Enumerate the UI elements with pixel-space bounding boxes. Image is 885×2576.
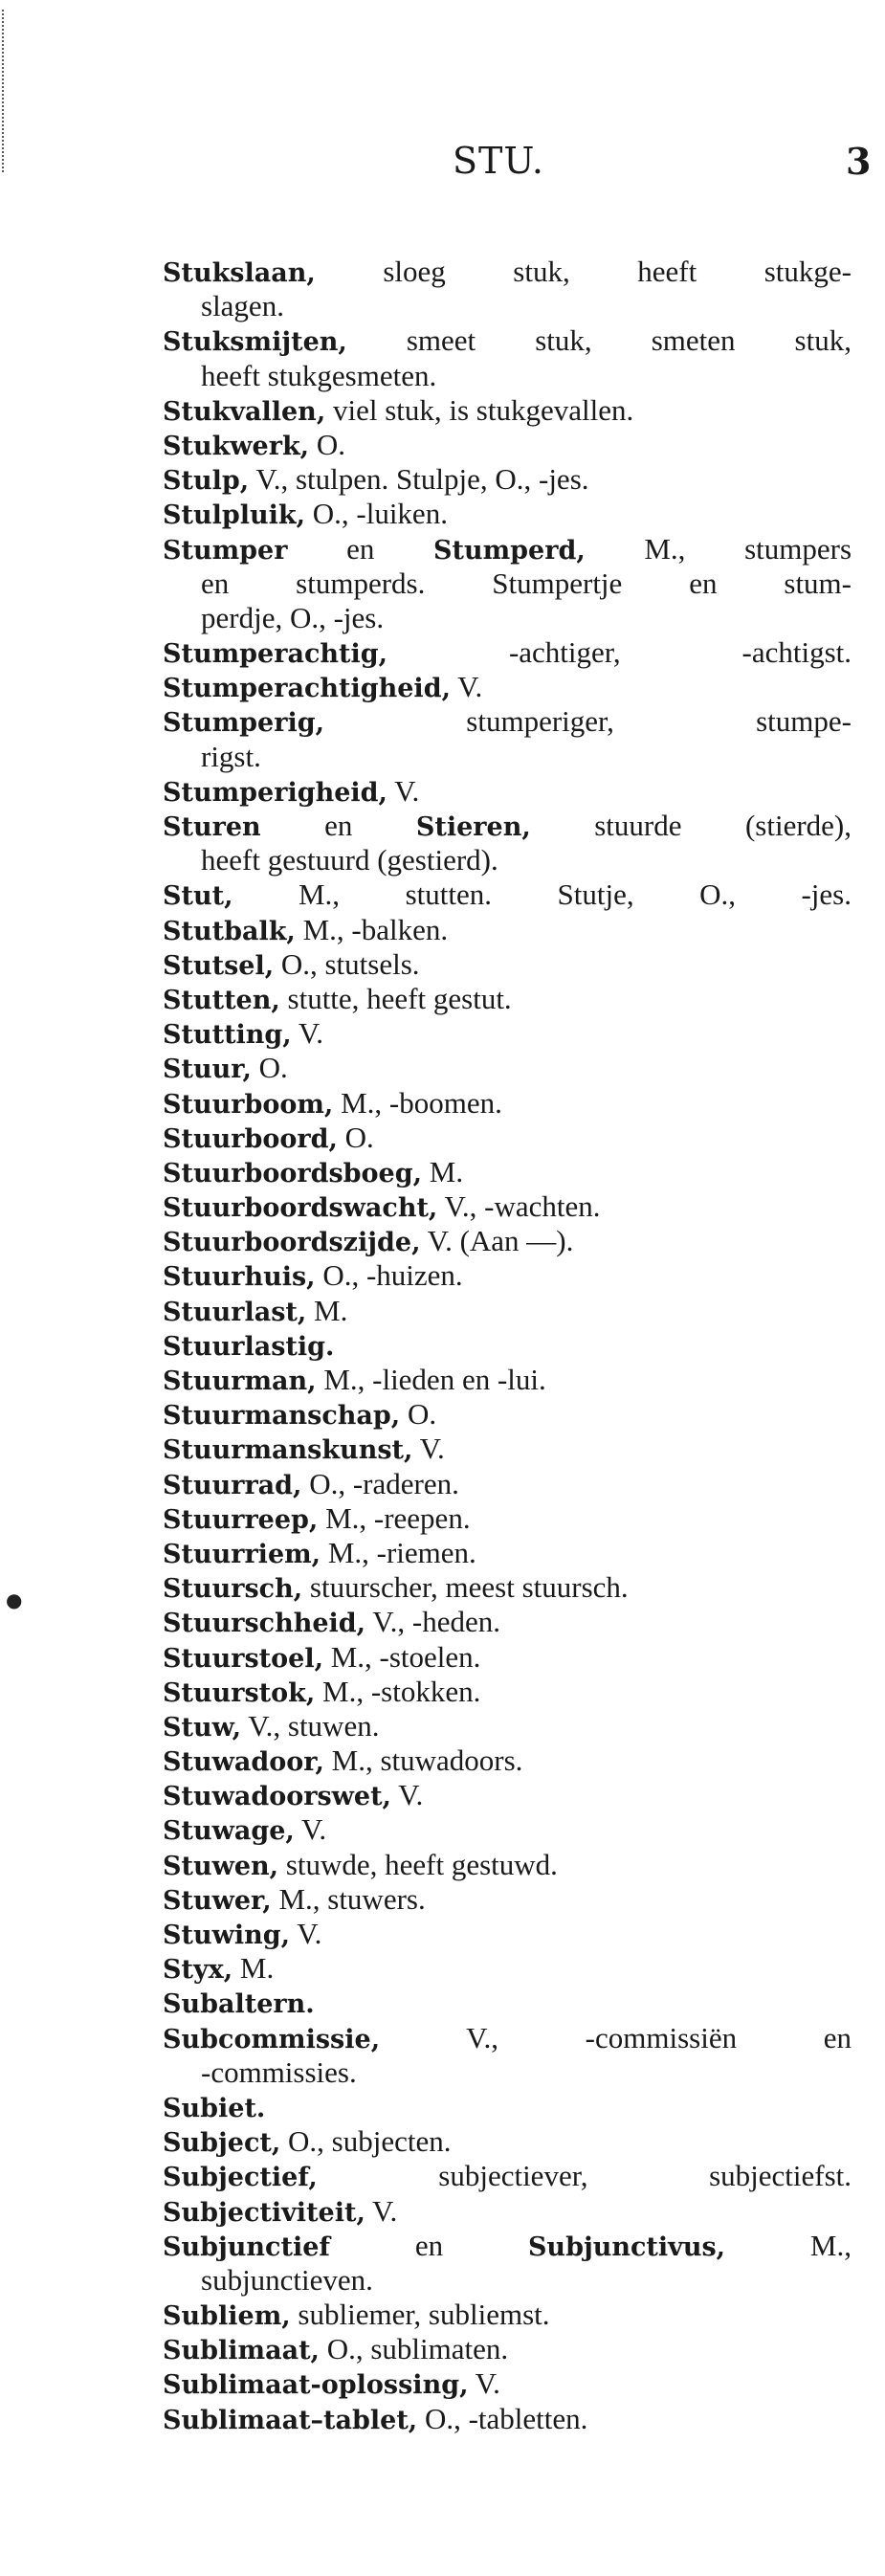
entry-text: slagen. <box>201 289 284 323</box>
entry-line <box>163 462 852 497</box>
entry-continuation-line <box>163 740 852 774</box>
headword: Stuwen, <box>163 1851 279 1881</box>
entry-text: M. <box>306 1293 348 1327</box>
entry-text: en <box>330 2228 528 2262</box>
entry-line <box>163 2021 852 2055</box>
entry-line <box>163 1986 852 2020</box>
entry-text: V. <box>365 2193 398 2228</box>
entry-continuation-line <box>163 289 852 323</box>
headword: Subjectiviteit, <box>163 2197 365 2228</box>
entry-text: V. <box>294 1812 327 1847</box>
entry-line <box>163 2229 852 2263</box>
entry-line <box>163 532 852 566</box>
entry-text: O. <box>337 1120 374 1154</box>
headword: Stutten, <box>163 985 280 1015</box>
entry-line <box>163 497 852 531</box>
entry-text: en stumperds. Stumpertje en stum- <box>201 566 852 600</box>
entry-text: stutte, heeft gestut. <box>279 981 512 1015</box>
headword: Stuwage, <box>163 1816 295 1847</box>
headword: Stumperigheid, <box>163 777 387 808</box>
entry-text: O., stutsels. <box>274 946 420 981</box>
entry-continuation-line <box>163 601 852 635</box>
headword: Stumperachtig, <box>163 639 388 670</box>
entry-line <box>163 1570 852 1605</box>
entry-text: smeet stuk, smeten stuk, <box>346 323 852 358</box>
entry-line <box>163 1917 852 1951</box>
entry-line <box>163 1155 852 1189</box>
entry-text: sloeg stuk, heeft stukge- <box>315 255 852 288</box>
entry-line <box>163 1640 852 1675</box>
headword: Styx, <box>163 1955 233 1986</box>
entry-line <box>163 1294 852 1328</box>
headword: Subliem, <box>163 2301 291 2332</box>
entry-line <box>163 2298 852 2332</box>
headword: Stutting, <box>163 1020 292 1051</box>
entry-text: en <box>260 809 416 842</box>
entry-line <box>163 1224 852 1258</box>
entry-text: M. <box>422 1154 464 1188</box>
headword: Stuurboordszijde, <box>163 1228 421 1258</box>
headword: Stuurschheid, <box>163 1609 366 1639</box>
page-number: 3 <box>846 140 872 183</box>
entry-text: V. <box>450 670 483 704</box>
entry-line <box>163 1709 852 1743</box>
headword: Stukslaan, <box>163 258 316 288</box>
headword: Subjunctief <box>163 2232 330 2262</box>
headword: Stumper <box>163 535 288 566</box>
headword: Subject, <box>163 2128 281 2159</box>
entry-text: M., stutten. Stutje, O., -jes. <box>232 877 852 912</box>
headword: Stuurboordswacht, <box>163 1193 438 1224</box>
entry-text: V. <box>387 773 420 808</box>
page-title: STU. <box>453 140 544 182</box>
entry-text: O., -luiken. <box>305 497 448 531</box>
entry-line <box>163 1432 852 1466</box>
headword: Stuwer, <box>163 1885 272 1916</box>
entry-text: perdje, O., -jes. <box>201 600 385 634</box>
entry-text: M., stumpers <box>585 531 852 566</box>
headword: Stieren, <box>415 812 531 842</box>
entry-line <box>163 1328 852 1363</box>
entry-text: V. <box>390 1778 424 1812</box>
headword: Stuurrad, <box>163 1470 302 1500</box>
entry-line <box>163 913 852 947</box>
entry-text: en <box>287 531 433 566</box>
margin-marks <box>2 10 7 172</box>
headword: Subjectief, <box>163 2163 318 2193</box>
headword: Stuurstok, <box>163 1677 316 1708</box>
headword: Subaltern. <box>163 1989 315 2020</box>
headword: Sublimaat-oplossing, <box>163 2370 469 2401</box>
headword: Subjunctivus, <box>527 2232 726 2262</box>
entry-text: M., -lieden en -lui. <box>316 1363 546 1396</box>
entry-line <box>163 1397 852 1432</box>
entry-text: M., stuwers. <box>271 1881 426 1916</box>
entry-line <box>163 1778 852 1812</box>
entry-text: V., -wachten. <box>437 1189 601 1224</box>
headword: Stukvallen, <box>163 396 326 427</box>
entry-text: subjunctieven. <box>201 2262 373 2297</box>
entry-text: viel stuk, is stukgevallen. <box>325 392 634 427</box>
entry-text: M., <box>725 2228 852 2262</box>
entry-text: V., stuwen. <box>241 1708 380 1743</box>
headword: Stuurlastig. <box>163 1331 335 1362</box>
headword: Sublimaat, <box>163 2336 320 2366</box>
entry-line <box>163 1951 852 1986</box>
entry-text: V., stulpen. Stulpje, O., -jes. <box>249 462 589 497</box>
entry-continuation-line <box>163 843 852 877</box>
entry-line <box>163 2159 852 2193</box>
headword: Stuwadoor, <box>163 1747 324 1778</box>
entry-text: heeft stukgesmeten. <box>201 358 437 392</box>
entry-line <box>163 255 852 289</box>
entry-line <box>163 1605 852 1639</box>
entry-line <box>163 982 852 1016</box>
headword: Stuur, <box>163 1055 252 1085</box>
entry-line <box>163 428 852 462</box>
entry-text: O. <box>251 1051 288 1085</box>
entry-line <box>163 1467 852 1501</box>
entry-text: stuurde (stierde), <box>530 809 852 842</box>
headword: Stutbalk, <box>163 916 296 946</box>
entry-continuation-line <box>163 359 852 393</box>
headword: Stuwing, <box>163 1921 291 1950</box>
entry-text: V., -heden. <box>365 1605 501 1639</box>
entry-text: O., subjecten. <box>280 2124 452 2159</box>
entry-text: M., -balken. <box>295 912 449 946</box>
headword: Stut, <box>163 881 233 912</box>
entry-line <box>163 635 852 670</box>
entry-text: V. <box>290 1917 322 1950</box>
headword: Stuursch, <box>163 1574 303 1605</box>
entry-text: V. (Aan —). <box>420 1224 574 1258</box>
entry-text: M., -stokken. <box>315 1674 481 1708</box>
entry-continuation-line <box>163 2263 852 2298</box>
headword: Stuurboord, <box>163 1123 338 1154</box>
headword: Stuwadoorswet, <box>163 1782 391 1812</box>
headword: Stumperd, <box>433 535 586 566</box>
entry-line <box>163 1051 852 1085</box>
entry-text: V. <box>291 1016 324 1051</box>
entry-line <box>163 1743 852 1778</box>
entry-line <box>163 1086 852 1121</box>
entry-line <box>163 2194 852 2229</box>
entry-line <box>163 809 852 843</box>
entry-text: O., -tabletten. <box>417 2401 588 2435</box>
entry-text: stumperiger, stumpe- <box>324 704 852 739</box>
headword: Stuksmijten, <box>163 327 347 358</box>
entry-text: stuurscher, meest stuursch. <box>302 1570 629 1605</box>
entry-text: O., -huizen. <box>315 1258 463 1293</box>
headword: Stuurriem, <box>163 1539 321 1569</box>
entry-text: M., -riemen. <box>321 1535 476 1569</box>
entry-text: M., -stoelen. <box>322 1639 481 1674</box>
headword: Stulpluik, <box>163 500 305 531</box>
headword: Stuurstoel, <box>163 1643 323 1674</box>
headword: Stuurboom, <box>163 1089 334 1120</box>
entry-line <box>163 2090 852 2124</box>
headword: Sturen <box>163 812 261 842</box>
headword: Stukwerk, <box>163 431 310 461</box>
headword: Stulp, <box>163 466 250 497</box>
entry-line <box>163 1882 852 1917</box>
entry-line <box>163 2402 852 2436</box>
entry-line <box>163 2366 852 2401</box>
entry-line <box>163 1848 852 1882</box>
entry-line <box>163 1016 852 1051</box>
entry-line <box>163 1258 852 1293</box>
entry-line <box>163 1536 852 1570</box>
headword: Stuurmanskunst, <box>163 1435 413 1466</box>
entry-line <box>163 1121 852 1155</box>
entry-text: M. <box>232 1951 275 1986</box>
entry-continuation-line <box>163 2055 852 2090</box>
entry-text: V., -commissiën en <box>380 2020 852 2054</box>
headword: Stuurboordsboeg, <box>163 1158 423 1188</box>
entry-line <box>163 704 852 739</box>
entry-line <box>163 2124 852 2159</box>
entry-text: subjectiever, subjectiefst. <box>317 2159 852 2193</box>
entry-line <box>163 670 852 704</box>
entry-text: M., -reepen. <box>318 1500 471 1535</box>
entry-text: subliemer, subliemst. <box>290 2298 550 2332</box>
entry-text: M., stuwadoors. <box>323 1743 523 1778</box>
entry-text: O. <box>309 427 345 461</box>
entry-line <box>163 393 852 428</box>
entry-line <box>163 1501 852 1536</box>
headword: Stumperachtigheid, <box>163 674 451 704</box>
entry-line <box>163 1363 852 1397</box>
entry-line <box>163 2332 852 2366</box>
entry-text: O., -raderen. <box>301 1466 459 1500</box>
headword: Stutsel, <box>163 950 275 981</box>
headword: Subcommissie, <box>163 2024 381 2054</box>
entry-text: M., -boomen. <box>333 1085 502 1120</box>
entry-text: V. <box>468 2366 500 2401</box>
headword: Stuurman, <box>163 1366 317 1396</box>
entry-text: rigst. <box>201 739 261 773</box>
entry-line <box>163 877 852 912</box>
headword: Stuurreep, <box>163 1504 319 1535</box>
entry-line <box>163 323 852 358</box>
dictionary-entries <box>163 255 852 2436</box>
entry-text: -commissies. <box>201 2054 357 2089</box>
headword: Sublimaat–tablet, <box>163 2405 418 2435</box>
entry-text: O. <box>400 1397 437 1432</box>
headword: Stuurmanschap, <box>163 1401 401 1432</box>
entry-line <box>163 947 852 982</box>
headword: Stuurlast, <box>163 1297 307 1327</box>
entry-text: stuwde, heeft gestuwd. <box>278 1847 558 1881</box>
entry-line <box>163 1189 852 1224</box>
entry-text: heeft gestuurd (gestierd). <box>201 843 498 877</box>
bullet-mark: ● <box>6 1588 23 1611</box>
entry-line <box>163 1675 852 1709</box>
entry-continuation-line <box>163 566 852 601</box>
headword: Stuurhuis, <box>163 1262 316 1293</box>
entry-line <box>163 774 852 809</box>
entry-line <box>163 1812 852 1847</box>
entry-text: O., sublimaten. <box>319 2332 509 2366</box>
entry-text: -achtiger, -achtigst. <box>387 635 852 670</box>
headword: Stumperig, <box>163 708 324 739</box>
entry-text: V. <box>412 1432 445 1466</box>
headword: Subiet. <box>163 2093 266 2123</box>
headword: Stuw, <box>163 1712 242 1743</box>
